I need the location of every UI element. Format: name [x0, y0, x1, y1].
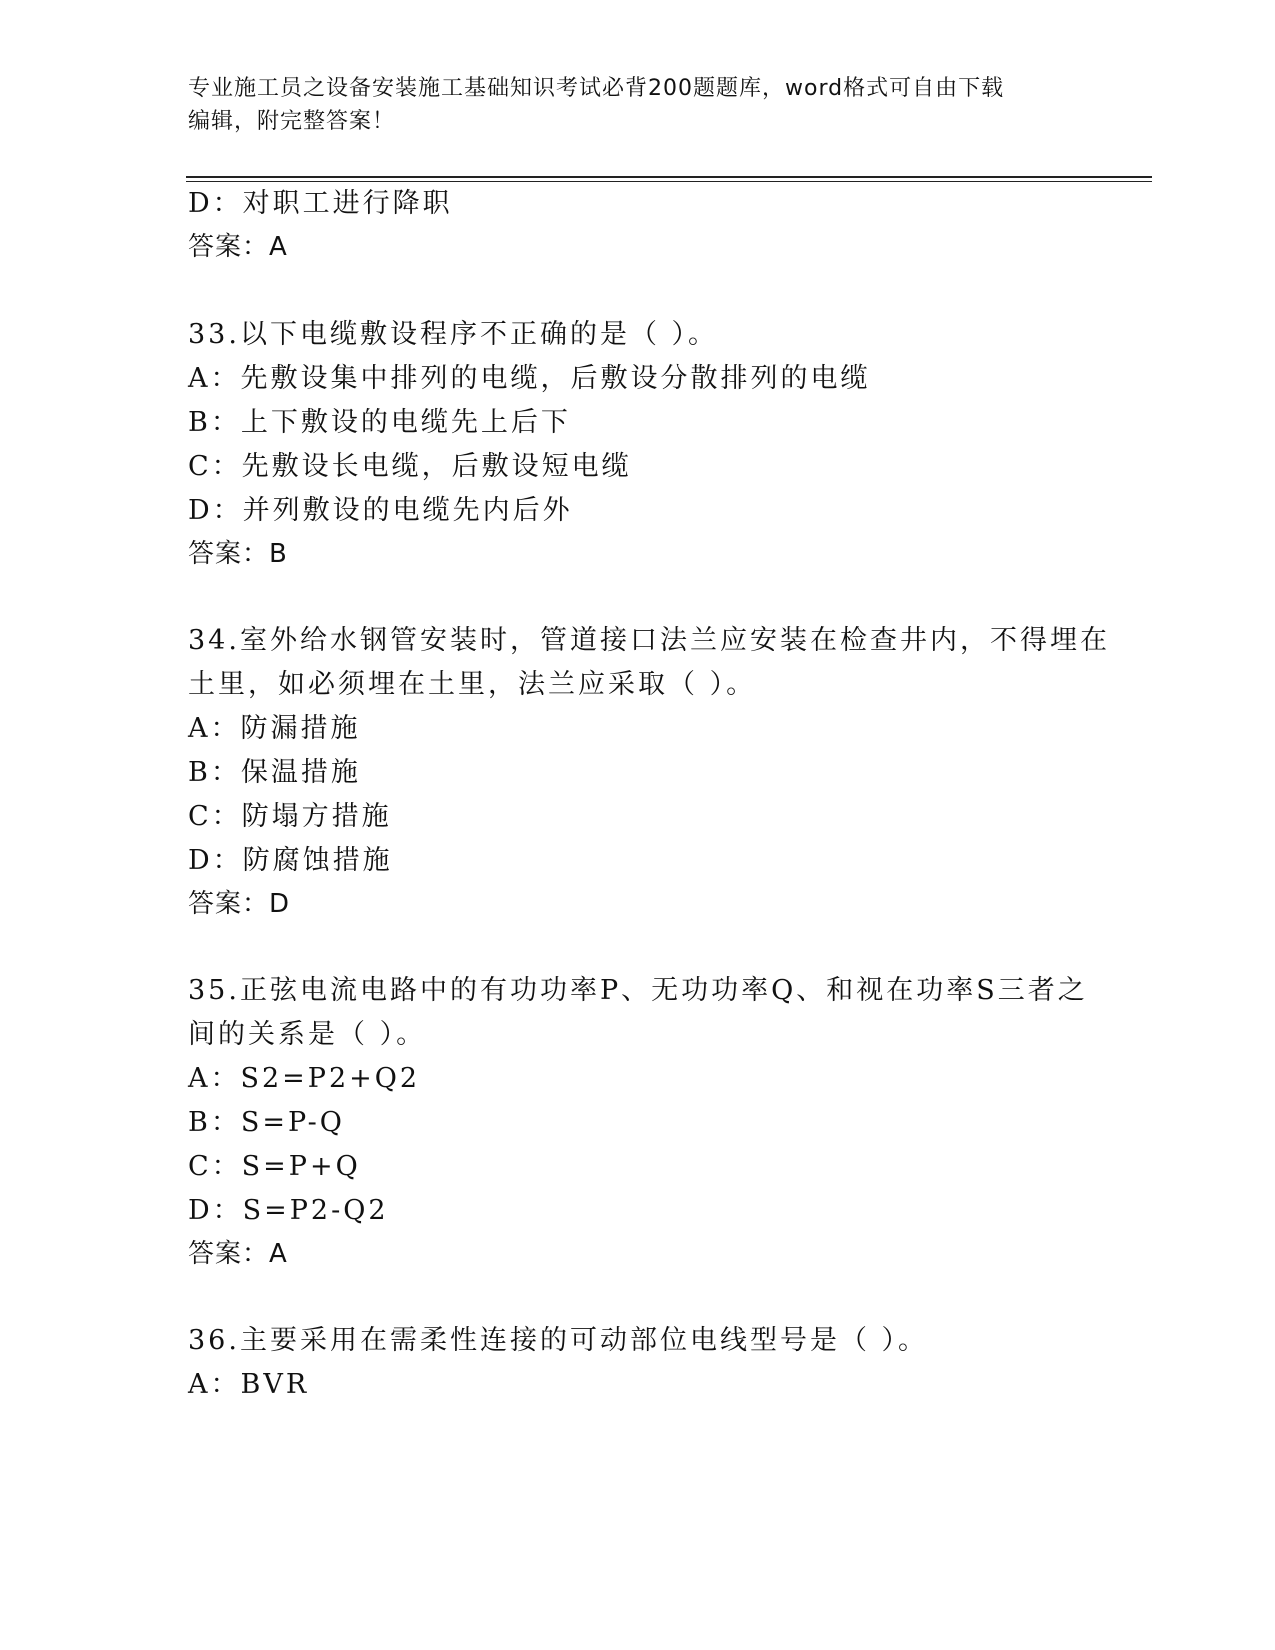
question-stem-line-1: 34.室外给水钢管安装时，管道接口法兰应安装在检查井内，不得埋在 — [188, 625, 1110, 656]
option-d: D：并列敷设的电缆先内后外 — [188, 495, 573, 526]
option-d: D：S=P2-Q2 — [188, 1195, 389, 1226]
option-a: A：S2=P2+Q2 — [188, 1063, 421, 1094]
option-c: C：先敷设长电缆，后敷设短电缆 — [188, 451, 632, 482]
option-c: C：防塌方措施 — [188, 801, 392, 832]
option-d: D：防腐蚀措施 — [188, 845, 393, 876]
option-b: B：保温措施 — [188, 757, 361, 788]
question-stem-line-2: 土里，如必须埋在土里，法兰应采取（ ）。 — [188, 669, 757, 700]
option-b: B：S=P-Q — [188, 1107, 345, 1138]
prev-question-option-d: D：对职工进行降职 — [188, 188, 453, 219]
option-a: A：BVR — [188, 1369, 310, 1400]
question-answer: 答案：B — [188, 539, 288, 569]
option-b: B：上下敷设的电缆先上后下 — [188, 407, 571, 438]
question-stem-line-1: 35.正弦电流电路中的有功功率P、无功功率Q、和视在功率S三者之 — [188, 975, 1088, 1006]
option-a: A：先敷设集中排列的电缆，后敷设分散排列的电缆 — [188, 363, 871, 394]
option-c: C：S=P+Q — [188, 1151, 361, 1182]
question-answer: 答案：D — [188, 889, 291, 919]
header-rule-thick — [186, 176, 1152, 178]
document-title — [188, 72, 1088, 138]
question-stem: 33.以下电缆敷设程序不正确的是（ ）。 — [188, 319, 719, 350]
option-a: A：防漏措施 — [188, 713, 361, 744]
question-answer: 答案：A — [188, 1239, 288, 1269]
question-stem: 36.主要采用在需柔性连接的可动部位电线型号是（ ）。 — [188, 1325, 929, 1356]
document-title-line-1: 专业施工员之设备安装施工基础知识考试必背200题题库，word格式可自由下载 — [188, 76, 1005, 101]
document-title-line-2: 编辑，附完整答案！ — [188, 109, 396, 134]
prev-question-answer: 答案：A — [188, 232, 288, 262]
header-rule-thin — [186, 181, 1152, 182]
question-stem-line-2: 间的关系是（ ）。 — [188, 1019, 427, 1050]
